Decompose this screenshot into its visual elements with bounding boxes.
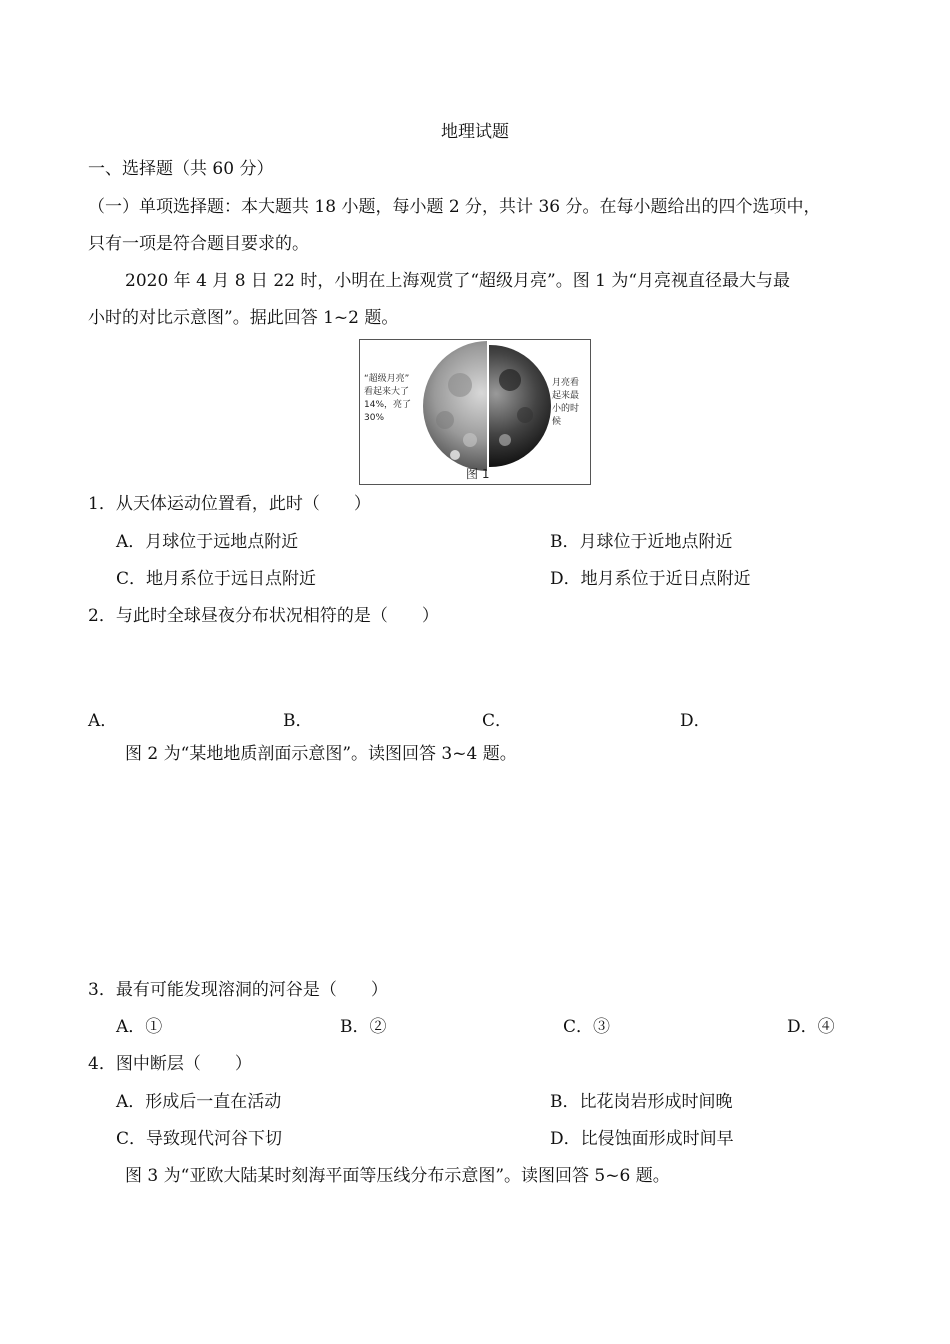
intro1-line1: 2020 年 4 月 8 日 22 时，小明在上海观赏了“超级月亮”。图 1 为“月亮视直径最大与最 <box>125 271 791 291</box>
question-2-option-a[interactable]: A． <box>88 711 118 731</box>
question-4-stem: 4．图中断层（ ） <box>88 1054 252 1074</box>
intro1-line2: 小时的对比示意图”。据此回答 1~2 题。 <box>88 308 399 328</box>
intro3: 图 3 为“亚欧大陆某时刻海平面等压线分布示意图”。读图回答 5~6 题。 <box>125 1166 670 1186</box>
question-1-option-d[interactable]: D．地月系位于近日点附近 <box>550 569 751 589</box>
question-3-option-b[interactable]: B．② <box>340 1017 387 1037</box>
question-2-option-b[interactable]: B． <box>283 711 313 731</box>
super-moon-caption: “超级月亮” 看起来大了 14%，亮了 30% <box>364 374 412 423</box>
small-moon-caption: 月亮看 起来最 小的时 候 <box>552 378 580 427</box>
question-1-stem: 1．从天体运动位置看，此时（ ） <box>88 494 371 514</box>
question-3-stem: 3．最有可能发现溶洞的河谷是（ ） <box>88 980 388 1000</box>
question-1-option-a[interactable]: A．月球位于远地点附近 <box>116 532 299 552</box>
question-1-option-c[interactable]: C．地月系位于远日点附近 <box>116 569 317 589</box>
section-heading: 一、选择题（共 60 分） <box>88 159 274 179</box>
question-4-option-c[interactable]: C．导致现代河谷下切 <box>116 1129 283 1149</box>
figure-1-moon-comparison <box>359 339 591 485</box>
section-instructions-line2: 只有一项是符合题目要求的。 <box>88 234 309 254</box>
question-1-option-b[interactable]: B．月球位于近地点附近 <box>550 532 733 552</box>
figure-1-label: 图 1 <box>466 467 490 481</box>
question-4-option-b[interactable]: B．比花岗岩形成时间晚 <box>550 1092 733 1112</box>
question-4-option-a[interactable]: A．形成后一直在活动 <box>116 1092 282 1112</box>
question-3-option-a[interactable]: A．① <box>116 1017 163 1037</box>
intro2: 图 2 为“某地地质剖面示意图”。读图回答 3~4 题。 <box>125 744 517 764</box>
question-4-option-d[interactable]: D．比侵蚀面形成时间早 <box>550 1129 734 1149</box>
question-3-option-c[interactable]: C．③ <box>563 1017 611 1037</box>
question-2-option-c[interactable]: C． <box>482 711 513 731</box>
question-2-option-d[interactable]: D． <box>680 711 711 731</box>
page-title: 地理试题 <box>441 122 509 142</box>
section-instructions-line1: （一）单项选择题：本大题共 18 小题，每小题 2 分，共计 36 分。在每小题给出的四个选项中， <box>88 197 821 217</box>
question-3-option-d[interactable]: D．④ <box>787 1017 835 1037</box>
question-2-stem: 2．与此时全球昼夜分布状况相符的是（ ） <box>88 606 439 626</box>
